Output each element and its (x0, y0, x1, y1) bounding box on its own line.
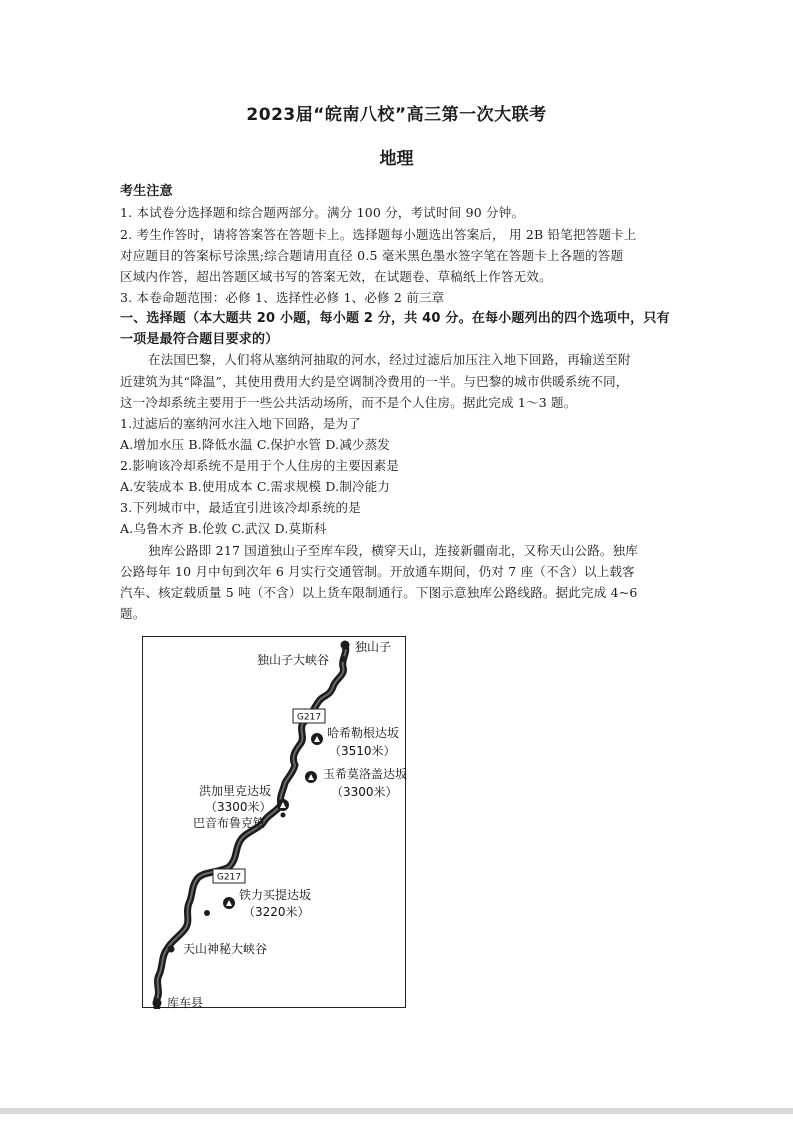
label-dushanzi: 独山子 (355, 640, 392, 654)
label-hongjia: 洪加里克达坂 (199, 784, 272, 798)
pass-icon (311, 733, 323, 745)
dushanzi-canyon-marker (340, 656, 346, 662)
exam-title: 2023届“皖南八校”高三第一次大联考 (246, 105, 547, 125)
question-options: A.安装成本 B.使用成本 C.需求规模 D.制冷能力 (120, 479, 391, 494)
passage-line: 公路每年 10 月中旬到次年 6 月实行交通管制。开放通车期间，仍对 7 座（不含）以上载客 (120, 564, 635, 579)
pass-icon (223, 897, 235, 909)
bayin-marker (281, 813, 286, 818)
g217-shield (293, 709, 325, 723)
passage-line: 题。 (120, 606, 146, 621)
tianshan-canyon-marker (168, 946, 175, 953)
notice-line: 区域内作答，超出答题区域书写的答案无效，在试题卷、草稿纸上作答无效。 (120, 269, 552, 284)
question-options: A.乌鲁木齐 B.伦敦 C.武汉 D.莫斯科 (120, 521, 327, 536)
label-haxi-elev: （3510米） (329, 744, 396, 758)
section-heading-cont: 一项是最符合题目要求的） (120, 332, 279, 347)
label-dushanzi-canyon: 独山子大峡谷 (257, 653, 330, 667)
subject-title: 地理 (379, 149, 414, 169)
notice-line: 对应题目的答案标号涂黑;综合题请用直径 0.5 毫米黑色墨水签字笔在答题卡上各题的答题 (120, 248, 624, 263)
label-tianshan-canyon: 天山神秘大峡谷 (183, 942, 268, 956)
label-hongjia-elev: （3300米） (205, 800, 272, 814)
small-dot-marker (204, 910, 210, 916)
pass-icon (305, 771, 317, 783)
pass-icon (277, 799, 289, 811)
svg-text:G217: G217 (296, 712, 322, 723)
passage-line: 这一冷却系统主要用于一些公共活动场所，而不是个人住房。据此完成 1～3 题。 (120, 395, 577, 410)
kuche-marker (153, 999, 162, 1008)
passage-line: 近建筑为其“降温”，其使用费用大约是空调制冷费用的一半。与巴黎的城市供暖系统不同， (120, 374, 629, 389)
question-options: A.增加水压 B.降低水温 C.保护水管 D.减少蒸发 (120, 437, 391, 452)
label-bayin: 巴音布鲁克镇 (193, 816, 266, 830)
passage-line: 汽车、核定载质量 5 吨（不含）以上货车限制通行。下图示意独库公路线路。据此完成 4~6 (120, 585, 638, 600)
notice-line: 1. 本试卷分选择题和综合题两部分。满分 100 分，考试时间 90 分钟。 (120, 205, 525, 220)
label-tieli: 铁力买提达坂 (239, 888, 312, 902)
notice-line: 3. 本卷命题范围：必修 1、选择性必修 1、必修 2 前三章 (120, 290, 445, 305)
section-heading: 一、选择题（本大题共 20 小题，每小题 2 分，共 40 分。在每小题列出的四个选项中，只有 (120, 311, 670, 326)
page-bottom-edge (0, 1108, 793, 1114)
svg-text:G217: G217 (216, 872, 242, 883)
label-yuxi-elev: （3300米） (331, 785, 398, 799)
notice-line: 2. 考生作答时，请将答案答在答题卡上。选择题每小题选出答案后， 用 2B 铅笔把答题卡上 (120, 227, 637, 242)
question-stem: 1.过滤后的塞纳河水注入地下回路，是为了 (120, 416, 361, 431)
passage-line: 在法国巴黎，人们将从塞纳河抽取的河水，经过过滤后加压注入地下回路，再输送至附 (148, 352, 631, 367)
passage-line: 独库公路即 217 国道独山子至库车段，横穿天山，连接新疆南北，又称天山公路。独库 (148, 543, 639, 558)
dushanzi-marker (341, 641, 350, 650)
route-map (142, 636, 406, 1008)
g217-shield (213, 869, 245, 883)
question-stem: 2.影响该冷却系统不是用于个人住房的主要因素是 (120, 458, 400, 473)
label-haxi: 哈希勒根达坂 (327, 726, 400, 740)
label-tieli-elev: （3220米） (243, 905, 310, 919)
label-kuche: 库车县 (167, 996, 204, 1009)
label-yuxi: 玉希莫洛盖达坂 (323, 767, 407, 781)
notice-heading: 考生注意 (120, 184, 173, 199)
question-stem: 3.下列城市中，最适宜引进该冷却系统的是 (120, 500, 361, 515)
route-map-svg (143, 637, 407, 1009)
